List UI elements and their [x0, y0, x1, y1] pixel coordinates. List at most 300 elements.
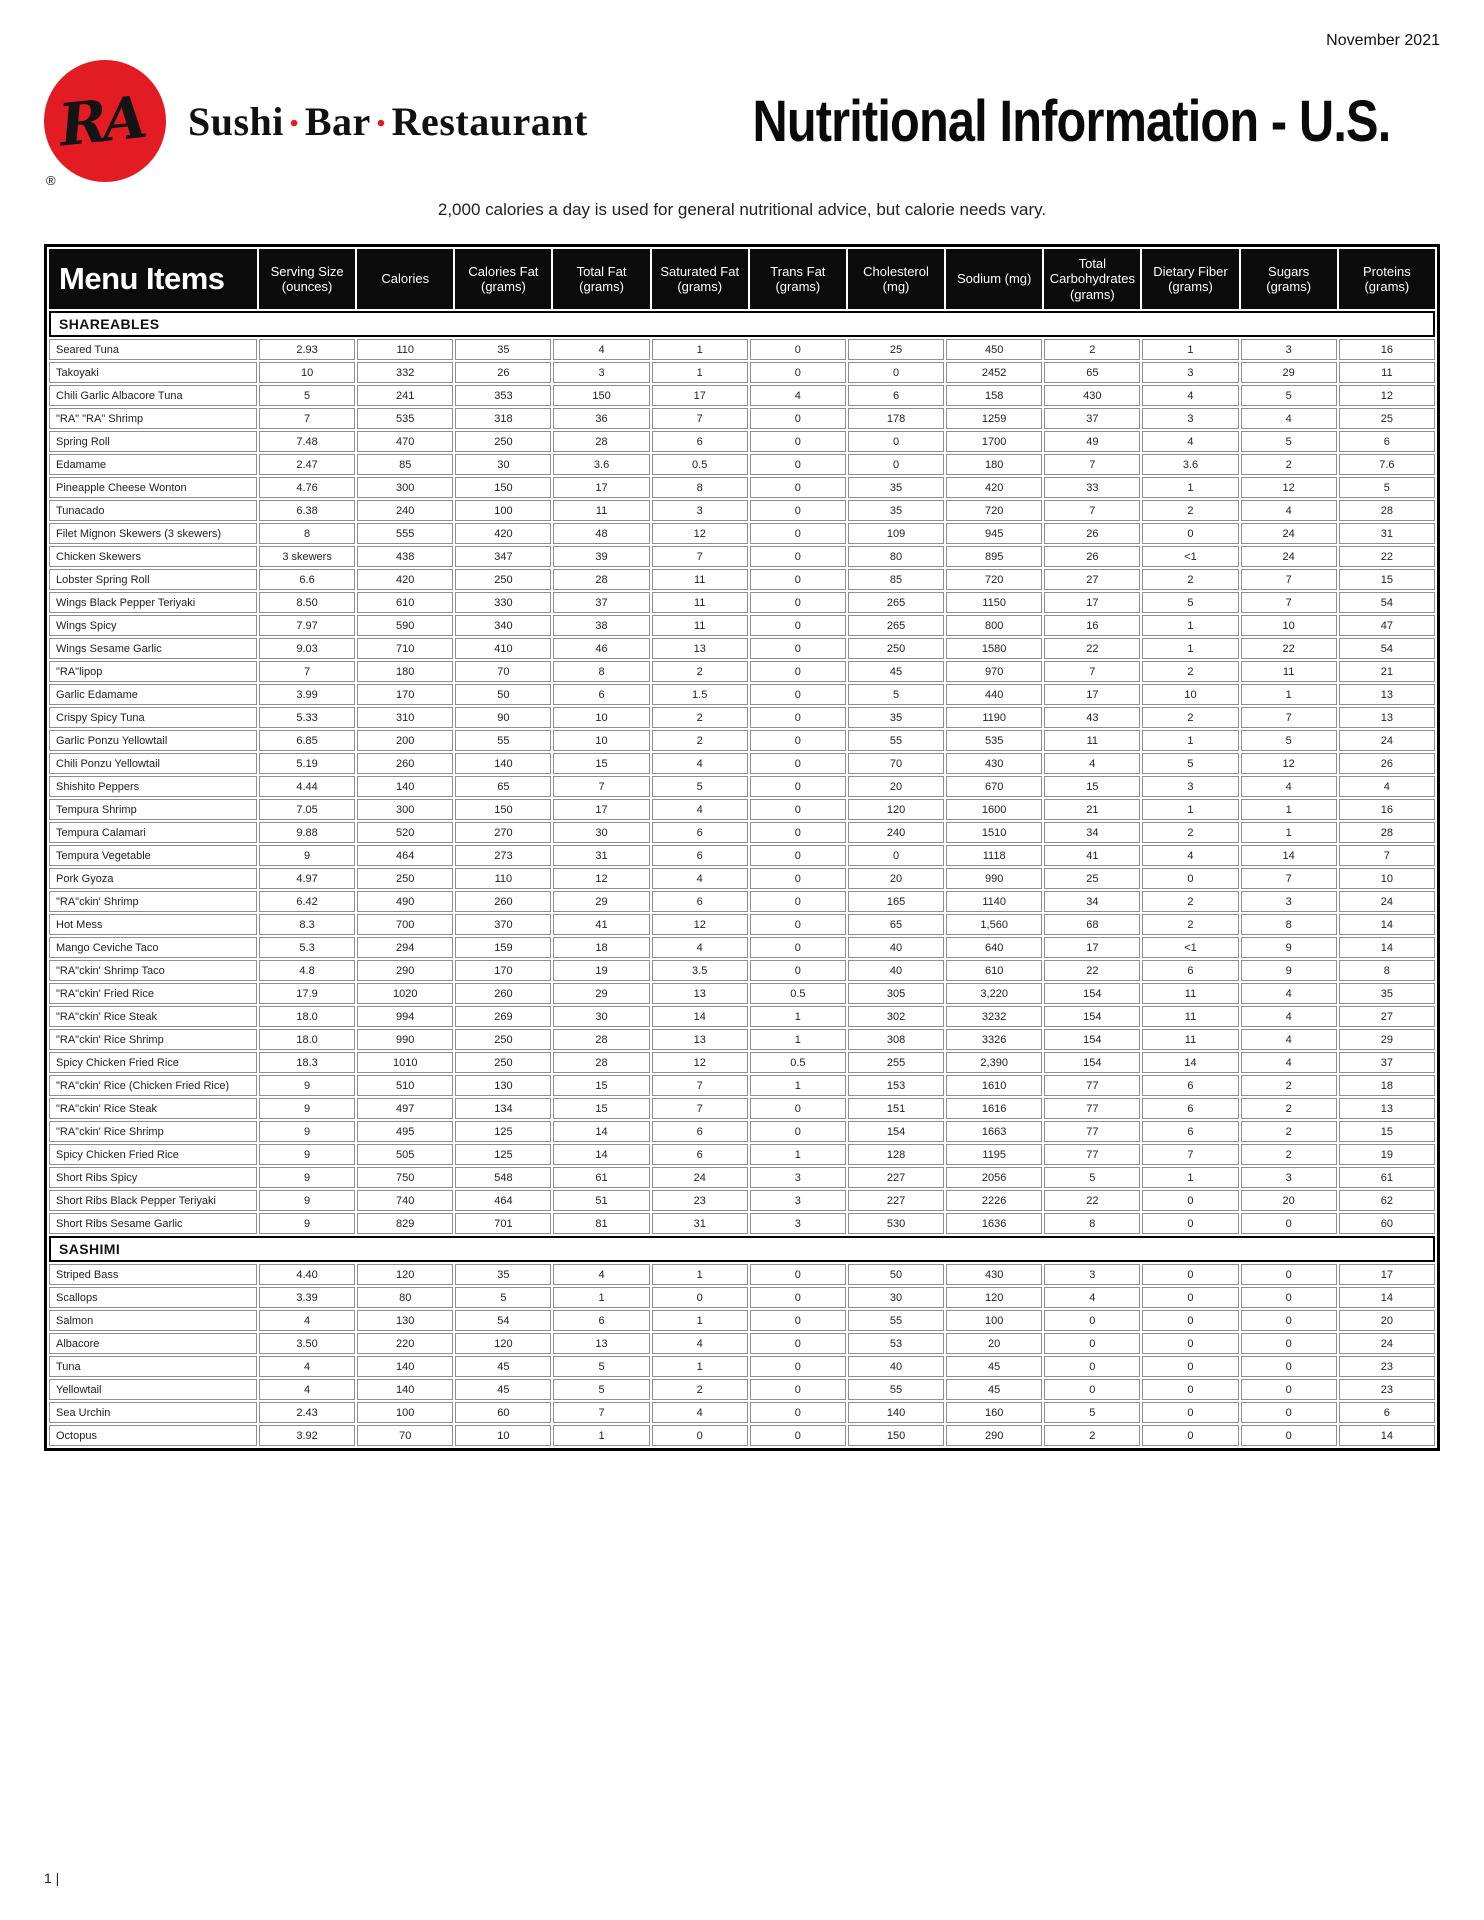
nutrition-value: 464 [455, 1190, 551, 1211]
nutrition-value: 35 [455, 1264, 551, 1285]
nutrition-value: 7 [1241, 868, 1337, 889]
column-header: Total Fat (grams) [553, 249, 649, 309]
bullet-separator-icon: • [289, 110, 299, 137]
nutrition-value: 2 [1044, 339, 1140, 360]
nutrition-value: 0 [750, 730, 846, 751]
nutrition-value: 2.93 [259, 339, 355, 360]
nutrition-value: 300 [357, 799, 453, 820]
nutrition-value: 11 [1142, 1006, 1238, 1027]
nutrition-value: 68 [1044, 914, 1140, 935]
nutrition-value: 353 [455, 385, 551, 406]
nutrition-value: 30 [848, 1287, 944, 1308]
nutrition-value: 1 [1142, 1167, 1238, 1188]
nutrition-value: 17 [1044, 592, 1140, 613]
nutrition-value: 2452 [946, 362, 1042, 383]
nutrition-value: 3.50 [259, 1333, 355, 1354]
nutrition-value: 0 [750, 776, 846, 797]
nutrition-value: 26 [1339, 753, 1435, 774]
table-row [49, 454, 1435, 475]
nutrition-value: 0 [1142, 1213, 1238, 1234]
nutrition-value: 45 [455, 1356, 551, 1377]
nutrition-value: 241 [357, 385, 453, 406]
nutrition-value: 2 [1142, 661, 1238, 682]
nutrition-value: 0 [848, 454, 944, 475]
nutrition-value: 4 [553, 339, 649, 360]
nutrition-value: 0 [1142, 1310, 1238, 1331]
menu-item-name: Wings Black Pepper Teriyaki [49, 592, 257, 613]
nutrition-value: 24 [1241, 523, 1337, 544]
nutrition-value: 0 [750, 661, 846, 682]
nutrition-value: 6 [1142, 1075, 1238, 1096]
nutrition-value: 9 [259, 1144, 355, 1165]
nutrition-value: 0 [1142, 1425, 1238, 1446]
nutrition-value: 0 [750, 1264, 846, 1285]
nutrition-value: 23 [652, 1190, 748, 1211]
nutrition-value: 158 [946, 385, 1042, 406]
nutrition-value: 250 [455, 569, 551, 590]
nutrition-value: 7 [553, 1402, 649, 1423]
column-header: Saturated Fat (grams) [652, 249, 748, 309]
nutrition-value: 11 [652, 615, 748, 636]
nutrition-value: 36 [553, 408, 649, 429]
nutrition-value: 1 [1142, 799, 1238, 820]
menu-item-name: Spicy Chicken Fried Rice [49, 1052, 257, 1073]
nutrition-value: 4 [652, 868, 748, 889]
nutrition-value: 4 [750, 385, 846, 406]
nutrition-value: 0 [1241, 1287, 1337, 1308]
menu-item-name: Garlic Edamame [49, 684, 257, 705]
nutrition-value: 8 [553, 661, 649, 682]
menu-item-name: "RA"ckin' Shrimp [49, 891, 257, 912]
nutrition-value: 28 [1339, 822, 1435, 843]
nutrition-value: 2 [1142, 707, 1238, 728]
table-row [49, 753, 1435, 774]
nutrition-value: 10 [1241, 615, 1337, 636]
nutrition-value: 1010 [357, 1052, 453, 1073]
nutrition-value: 800 [946, 615, 1042, 636]
nutrition-value: 0 [750, 523, 846, 544]
nutrition-value: 55 [848, 730, 944, 751]
nutrition-value: 495 [357, 1121, 453, 1142]
nutrition-value: 17 [1044, 684, 1140, 705]
nutrition-value: 720 [946, 500, 1042, 521]
nutrition-value: 260 [455, 891, 551, 912]
table-row [49, 1075, 1435, 1096]
nutrition-value: 11 [652, 592, 748, 613]
nutrition-value: 0 [1241, 1333, 1337, 1354]
nutrition-value: 140 [357, 776, 453, 797]
bullet-separator-icon: • [376, 110, 386, 137]
nutrition-value: 16 [1339, 339, 1435, 360]
nutrition-value: 17 [652, 385, 748, 406]
nutrition-value: 140 [848, 1402, 944, 1423]
table-row [49, 1425, 1435, 1446]
nutrition-value: 970 [946, 661, 1042, 682]
nutrition-value: 11 [1142, 983, 1238, 1004]
nutrition-value: 26 [455, 362, 551, 383]
table-row [49, 408, 1435, 429]
nutrition-value: 250 [357, 868, 453, 889]
menu-item-name: Salmon [49, 1310, 257, 1331]
nutrition-value: 0 [750, 500, 846, 521]
nutrition-value: 497 [357, 1098, 453, 1119]
nutrition-value: 200 [357, 730, 453, 751]
nutrition-value: 13 [1339, 684, 1435, 705]
nutrition-value: 1.5 [652, 684, 748, 705]
nutrition-value: 17.9 [259, 983, 355, 1004]
nutrition-value: 110 [455, 868, 551, 889]
nutrition-value: 65 [455, 776, 551, 797]
menu-item-name: "RA" "RA" Shrimp [49, 408, 257, 429]
nutrition-value: 61 [1339, 1167, 1435, 1188]
nutrition-value: 22 [1044, 1190, 1140, 1211]
nutrition-value: 11 [1241, 661, 1337, 682]
nutrition-value: 7.97 [259, 615, 355, 636]
nutrition-value: 318 [455, 408, 551, 429]
nutrition-value: 120 [357, 1264, 453, 1285]
nutrition-value: 1 [1241, 799, 1337, 820]
nutrition-value: 5 [1044, 1402, 1140, 1423]
nutrition-value: 9 [259, 1121, 355, 1142]
nutrition-value: 7 [259, 408, 355, 429]
nutrition-value: 125 [455, 1144, 551, 1165]
nutrition-value: 5 [1142, 753, 1238, 774]
nutrition-value: 110 [357, 339, 453, 360]
nutrition-value: 153 [848, 1075, 944, 1096]
nutrition-value: 3232 [946, 1006, 1042, 1027]
nutrition-value: 590 [357, 615, 453, 636]
nutrition-value: 1 [750, 1144, 846, 1165]
nutrition-value: 12 [652, 914, 748, 935]
nutrition-value: 178 [848, 408, 944, 429]
nutrition-value: 2 [1142, 500, 1238, 521]
nutrition-value: 9 [259, 845, 355, 866]
nutrition-value: 470 [357, 431, 453, 452]
nutrition-value: 1 [1241, 822, 1337, 843]
nutrition-value: 31 [553, 845, 649, 866]
nutrition-value: 17 [1339, 1264, 1435, 1285]
nutrition-value: 14 [1339, 937, 1435, 958]
table-row [49, 1287, 1435, 1308]
nutrition-value: 130 [455, 1075, 551, 1096]
nutrition-value: 4.97 [259, 868, 355, 889]
table-row [49, 684, 1435, 705]
nutrition-value: 28 [553, 1029, 649, 1050]
nutrition-value: 10 [553, 730, 649, 751]
nutrition-value: 0 [750, 799, 846, 820]
table-body [49, 311, 1435, 1446]
nutrition-value: 5.19 [259, 753, 355, 774]
nutrition-value: 4 [259, 1310, 355, 1331]
nutrition-value: 0 [1142, 868, 1238, 889]
nutrition-value: 3 [652, 500, 748, 521]
nutrition-value: 3.6 [553, 454, 649, 475]
nutrition-value: 3 [1241, 339, 1337, 360]
nutrition-value: 548 [455, 1167, 551, 1188]
nutrition-value: 26 [1044, 546, 1140, 567]
nutrition-value: 14 [1339, 1425, 1435, 1446]
nutrition-value: 12 [652, 1052, 748, 1073]
nutrition-value: 29 [1339, 1029, 1435, 1050]
nutrition-value: 4 [1339, 776, 1435, 797]
nutrition-value: 53 [848, 1333, 944, 1354]
nutrition-value: 332 [357, 362, 453, 383]
nutrition-value: 3 [1044, 1264, 1140, 1285]
nutrition-value: 5 [553, 1379, 649, 1400]
nutrition-value: 250 [455, 431, 551, 452]
nutrition-value: 14 [1241, 845, 1337, 866]
nutrition-value: 13 [652, 1029, 748, 1050]
table-row [49, 776, 1435, 797]
nutrition-value: 1 [652, 1310, 748, 1331]
nutrition-value: 0 [1142, 1333, 1238, 1354]
nutrition-value: 27 [1339, 1006, 1435, 1027]
nutrition-value: 20 [1241, 1190, 1337, 1211]
nutrition-value: 450 [946, 339, 1042, 360]
column-header: Trans Fat (grams) [750, 249, 846, 309]
nutrition-value: 490 [357, 891, 453, 912]
nutrition-value: 1 [1142, 615, 1238, 636]
nutrition-value: 1 [1142, 339, 1238, 360]
nutrition-value: 464 [357, 845, 453, 866]
nutrition-value: 6 [1142, 960, 1238, 981]
table-row [49, 638, 1435, 659]
nutrition-value: 1610 [946, 1075, 1042, 1096]
nutrition-value: 0 [1241, 1379, 1337, 1400]
nutrition-value: 9 [259, 1167, 355, 1188]
table-row [49, 799, 1435, 820]
nutrition-value: 270 [455, 822, 551, 843]
table-row [49, 1029, 1435, 1050]
nutrition-value: 4 [1241, 776, 1337, 797]
menu-item-name: Takoyaki [49, 362, 257, 383]
ra-logo-circle [44, 60, 166, 188]
nutrition-value: 18 [553, 937, 649, 958]
nutrition-value: 14 [553, 1121, 649, 1142]
nutrition-value: 80 [848, 546, 944, 567]
nutrition-value: 0 [848, 362, 944, 383]
nutrition-value: 1616 [946, 1098, 1042, 1119]
nutrition-value: 994 [357, 1006, 453, 1027]
nutrition-value: 0 [750, 960, 846, 981]
nutrition-value: 154 [1044, 1006, 1140, 1027]
nutrition-value: 2.43 [259, 1402, 355, 1423]
nutrition-value: 7 [259, 661, 355, 682]
nutrition-value: 2226 [946, 1190, 1042, 1211]
nutrition-value: 11 [553, 500, 649, 521]
nutrition-value: 9 [1241, 960, 1337, 981]
nutrition-value: 3.6 [1142, 454, 1238, 475]
menu-item-name: "RA"lipop [49, 661, 257, 682]
nutrition-value: 23 [1339, 1379, 1435, 1400]
nutrition-value: 5 [1241, 431, 1337, 452]
nutrition-value: 750 [357, 1167, 453, 1188]
nutrition-value: 555 [357, 523, 453, 544]
nutrition-value: 15 [1339, 1121, 1435, 1142]
table-row [49, 1144, 1435, 1165]
nutrition-value: 0 [750, 615, 846, 636]
nutrition-value: 3326 [946, 1029, 1042, 1050]
nutrition-value: 2 [1241, 454, 1337, 475]
nutrition-value: 31 [652, 1213, 748, 1234]
nutrition-value: 1 [1142, 638, 1238, 659]
table-row [49, 1052, 1435, 1073]
nutrition-value: 29 [553, 891, 649, 912]
menu-item-name: Seared Tuna [49, 339, 257, 360]
nutrition-value: 6 [652, 891, 748, 912]
nutrition-value: 10 [1142, 684, 1238, 705]
menu-item-name: Pineapple Cheese Wonton [49, 477, 257, 498]
nutrition-value: 0 [750, 362, 846, 383]
nutrition-value: 7 [1142, 1144, 1238, 1165]
nutrition-value: 220 [357, 1333, 453, 1354]
nutrition-value: 0 [750, 339, 846, 360]
table-row [49, 822, 1435, 843]
nutrition-value: 19 [553, 960, 649, 981]
nutrition-value: 85 [357, 454, 453, 475]
table-row [49, 661, 1435, 682]
registered-trademark-icon: ® [46, 173, 56, 188]
nutrition-value: 12 [553, 868, 649, 889]
menu-item-name: "RA"ckin' Rice Shrimp [49, 1121, 257, 1142]
nutrition-value: 2 [652, 1379, 748, 1400]
nutrition-value: 15 [553, 1098, 649, 1119]
nutrition-value: 7.48 [259, 431, 355, 452]
nutrition-value: 12 [1339, 385, 1435, 406]
nutrition-value: 3,220 [946, 983, 1042, 1004]
table-row [49, 339, 1435, 360]
nutrition-value: 430 [1044, 385, 1140, 406]
nutrition-value: 710 [357, 638, 453, 659]
nutrition-value: 0 [750, 1098, 846, 1119]
nutrition-value: 0 [652, 1425, 748, 1446]
nutrition-value: 3 [1142, 362, 1238, 383]
nutrition-value: 2 [1241, 1098, 1337, 1119]
table-row [49, 868, 1435, 889]
nutrition-value: 1118 [946, 845, 1042, 866]
nutrition-value: 0 [750, 1121, 846, 1142]
nutrition-value: 6 [1142, 1098, 1238, 1119]
nutrition-value: 24 [1339, 1333, 1435, 1354]
nutrition-value: 3.39 [259, 1287, 355, 1308]
nutrition-value: 30 [553, 822, 649, 843]
table-row [49, 477, 1435, 498]
nutrition-value: 33 [1044, 477, 1140, 498]
nutrition-value: 21 [1339, 661, 1435, 682]
nutrition-value: 77 [1044, 1075, 1140, 1096]
nutrition-value: 5.33 [259, 707, 355, 728]
table-row [49, 500, 1435, 521]
nutrition-value: 0 [1241, 1213, 1337, 1234]
nutrition-value: 1150 [946, 592, 1042, 613]
nutrition-value: 14 [1339, 914, 1435, 935]
nutrition-value: 5 [259, 385, 355, 406]
nutrition-value: 370 [455, 914, 551, 935]
table-row [49, 707, 1435, 728]
column-header: Serving Size (ounces) [259, 249, 355, 309]
nutrition-value: 0 [750, 684, 846, 705]
nutrition-value: 0 [1044, 1379, 1140, 1400]
ra-monogram: RA [56, 83, 146, 160]
column-header: Dietary Fiber (grams) [1142, 249, 1238, 309]
nutrition-value: 5 [652, 776, 748, 797]
nutrition-value: 24 [1339, 891, 1435, 912]
nutrition-value: 2 [1142, 914, 1238, 935]
nutrition-value: 1 [1241, 684, 1337, 705]
nutrition-value: 701 [455, 1213, 551, 1234]
nutrition-value: 4 [652, 753, 748, 774]
nutrition-value: 1 [750, 1029, 846, 1050]
nutrition-value: 24 [652, 1167, 748, 1188]
nutrition-value: 255 [848, 1052, 944, 1073]
table-row [49, 362, 1435, 383]
nutrition-value: 0 [750, 1425, 846, 1446]
nutrition-value: 8.3 [259, 914, 355, 935]
nutrition-value: 16 [1339, 799, 1435, 820]
brand-word-bar: Bar [304, 98, 371, 144]
nutrition-value: 41 [553, 914, 649, 935]
nutrition-value: 2 [652, 707, 748, 728]
nutrition-value: 310 [357, 707, 453, 728]
nutrition-value: 420 [946, 477, 1042, 498]
table-row [49, 1098, 1435, 1119]
nutrition-value: 0 [750, 592, 846, 613]
menu-item-name: Short Ribs Spicy [49, 1167, 257, 1188]
nutrition-value: 1 [652, 1264, 748, 1285]
nutrition-value: 260 [357, 753, 453, 774]
nutrition-value: 2 [1241, 1144, 1337, 1165]
table-row [49, 431, 1435, 452]
nutrition-value: 6 [553, 684, 649, 705]
nutrition-value: 6.6 [259, 569, 355, 590]
nutrition-value: 1020 [357, 983, 453, 1004]
nutrition-value: 2056 [946, 1167, 1042, 1188]
nutrition-value: 13 [553, 1333, 649, 1354]
nutrition-value: 24 [1241, 546, 1337, 567]
nutrition-value: 4 [553, 1264, 649, 1285]
nutrition-value: 77 [1044, 1121, 1140, 1142]
nutrition-value: 0 [750, 822, 846, 843]
column-header: Cholesterol (mg) [848, 249, 944, 309]
nutrition-value: 0 [750, 914, 846, 935]
nutrition-value: 39 [553, 546, 649, 567]
nutrition-value: 4 [1241, 983, 1337, 1004]
nutrition-value: 54 [1339, 592, 1435, 613]
nutrition-value: 20 [848, 776, 944, 797]
calorie-disclaimer: 2,000 calories a day is used for general nutritional advice, but calorie needs vary. [437, 200, 1047, 219]
brand-word-restaurant: Restaurant [391, 98, 588, 144]
table-row [49, 1213, 1435, 1234]
nutrition-value: 1663 [946, 1121, 1042, 1142]
nutrition-value: 38 [553, 615, 649, 636]
menu-item-name: Tempura Vegetable [49, 845, 257, 866]
column-header: Proteins (grams) [1339, 249, 1435, 309]
nutrition-value: 34 [1044, 891, 1140, 912]
nutrition-value: 535 [946, 730, 1042, 751]
nutrition-value: 154 [1044, 1052, 1140, 1073]
nutrition-value: 0.5 [750, 1052, 846, 1073]
table-row [49, 1190, 1435, 1211]
nutrition-value: 3 [750, 1190, 846, 1211]
nutrition-value: 535 [357, 408, 453, 429]
menu-item-name: "RA"ckin' Rice (Chicken Fried Rice) [49, 1075, 257, 1096]
nutrition-value: 61 [553, 1167, 649, 1188]
nutrition-value: 11 [1044, 730, 1140, 751]
nutrition-value: 3 [750, 1213, 846, 1234]
nutrition-value: 18 [1339, 1075, 1435, 1096]
nutrition-value: 65 [1044, 362, 1140, 383]
column-header: Calories [357, 249, 453, 309]
